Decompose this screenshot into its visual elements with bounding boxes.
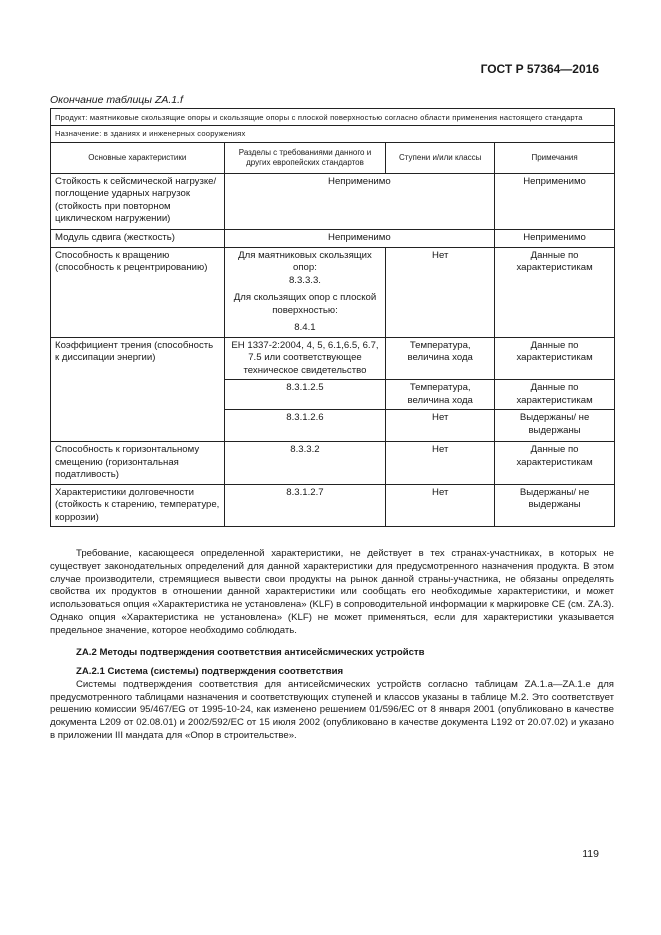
note-cell: Выдержаны/ не выдержаны [495,410,615,442]
section-cell: ЕН 1337-2:2004, 4, 5, 6.1,6.5, 6.7, 7.5 или соответствующее техническое свидетельство [224,338,386,380]
table-row [51,248,615,338]
purpose-line: Назначение: в зданиях и инженерных сооружениях [51,125,614,139]
section-cell: Неприменимо [224,174,495,230]
classes-cell: Температура, величина хода [386,380,495,410]
note-cell: Неприменимо [495,174,615,230]
header-characteristics: Основные характеристики [51,143,225,174]
characteristic-cell: Коэффициент трения (способность к диссипации энергии) [51,338,225,442]
table-row [51,484,615,526]
section-cell: Неприменимо [224,230,495,248]
classes-cell: Нет [386,248,495,338]
section-heading-za2: ZA.2 Методы подтверждения соответствия антисейсмических устройств [76,647,425,659]
section-cell [224,248,386,338]
note-cell: Неприменимо [495,230,615,248]
standard-code: ГОСТ Р 57364—2016 [480,62,599,76]
characteristic-cell: Способность к вращению (способность к рецентрированию) [51,248,225,338]
characteristics-table [50,108,615,527]
section-line: 8.3.3.3. [288,274,321,286]
section-cell: 8.3.3.2 [224,442,386,484]
section-cell: 8.3.1.2.5 [224,380,386,410]
classes-cell: Нет [386,410,495,442]
note-cell: Выдержаны/ не выдержаны [495,484,615,526]
characteristic-cell: Стойкость к сейсмической нагрузке/поглощение ударных нагрузок (стойкость при повторном циклическом нагружении) [51,174,225,230]
section-cell: 8.3.1.2.6 [224,410,386,442]
table-info-row [51,109,615,143]
conformity-paragraph: Системы подтверждения соответствия для антисейсмических устройств согласно таблицам ZA.1.a—ZA.1.e для предусмотренного таблицами назначения и соответствующих ступеней и классов указаны в таблице M.2. Это соответствует решению комиссии 95/467/EG от 1995-10-24, как изменено решением 01/596/EC от 8 января 2001 (опубликовано в качестве документа L209 от 02.08.01) и 2002/592/EC от 15 июля 2002 (опубликовано в качестве документа L192 от 20.07.02) и указано в приложении III мандата для «Опор в строительстве». [50,678,614,741]
table-info-cell [51,109,615,143]
note-cell: Данные по характеристикам [495,380,615,410]
section-heading-za21: ZA.2.1 Система (системы) подтверждения соответствия [76,666,344,677]
section-line: Для скользящих опор с плоской поверхностью: [233,292,377,316]
note-cell: Данные по характеристикам [495,248,615,338]
klf-paragraph: Требование, касающееся определенной характеристики, не действует в тех странах-участниках, в которых не существует законодательных определений для данной характеристики для предусмотренного назначения продукта. В этом случае производители, стремящиеся вывести свои продукты на рынок данной страны-участника, не обязаны определять свойства их продуктов в отношении данной характеристики или сообщать его необходимые характеристики, и может использоваться опция «Характеристика не установлена» (KLF) в сопроводительной информации к маркировке СЕ (см. ZA.3). Однако опция «Характеристика не установлена» (KLF) не может применяться, если для характеристики указывается предельное значение, которое необходимо соблюдать. [50,548,614,636]
header-classes: Ступени и/или классы [386,143,495,174]
table-header-row [51,143,615,174]
product-line: Продукт: маятниковые скользящие опоры и скользящие опоры с плоской поверхностью согласно области применения настоящего стандарта [55,113,583,122]
table-row [51,338,615,380]
classes-cell: Нет [386,484,495,526]
section-line: 8.4.1 [294,322,316,334]
characteristic-cell: Способность к горизонтальному смещению (горизонтальная податливость) [51,442,225,484]
note-cell: Данные по характеристикам [495,338,615,380]
table-row [51,442,615,484]
characteristic-cell: Модуль сдвига (жесткость) [51,230,225,248]
body-text-block [50,548,614,743]
characteristic-cell: Характеристики долговечности (стойкость к старению, температуре, коррозии) [51,484,225,526]
table-caption: Окончание таблицы ZA.1.f [50,94,183,106]
page-number: 119 [582,848,599,860]
header-sections: Разделы с требованиями данного и других европейских стандартов [224,143,386,174]
section-line: Для маятниковых скользящих опор: [238,250,372,274]
header-notes: Примечания [495,143,615,174]
classes-cell: Температура, величина хода [386,338,495,380]
section-cell: 8.3.1.2.7 [224,484,386,526]
table-row [51,174,615,230]
note-cell: Данные по характеристикам [495,442,615,484]
classes-cell: Нет [386,442,495,484]
table-row [51,230,615,248]
